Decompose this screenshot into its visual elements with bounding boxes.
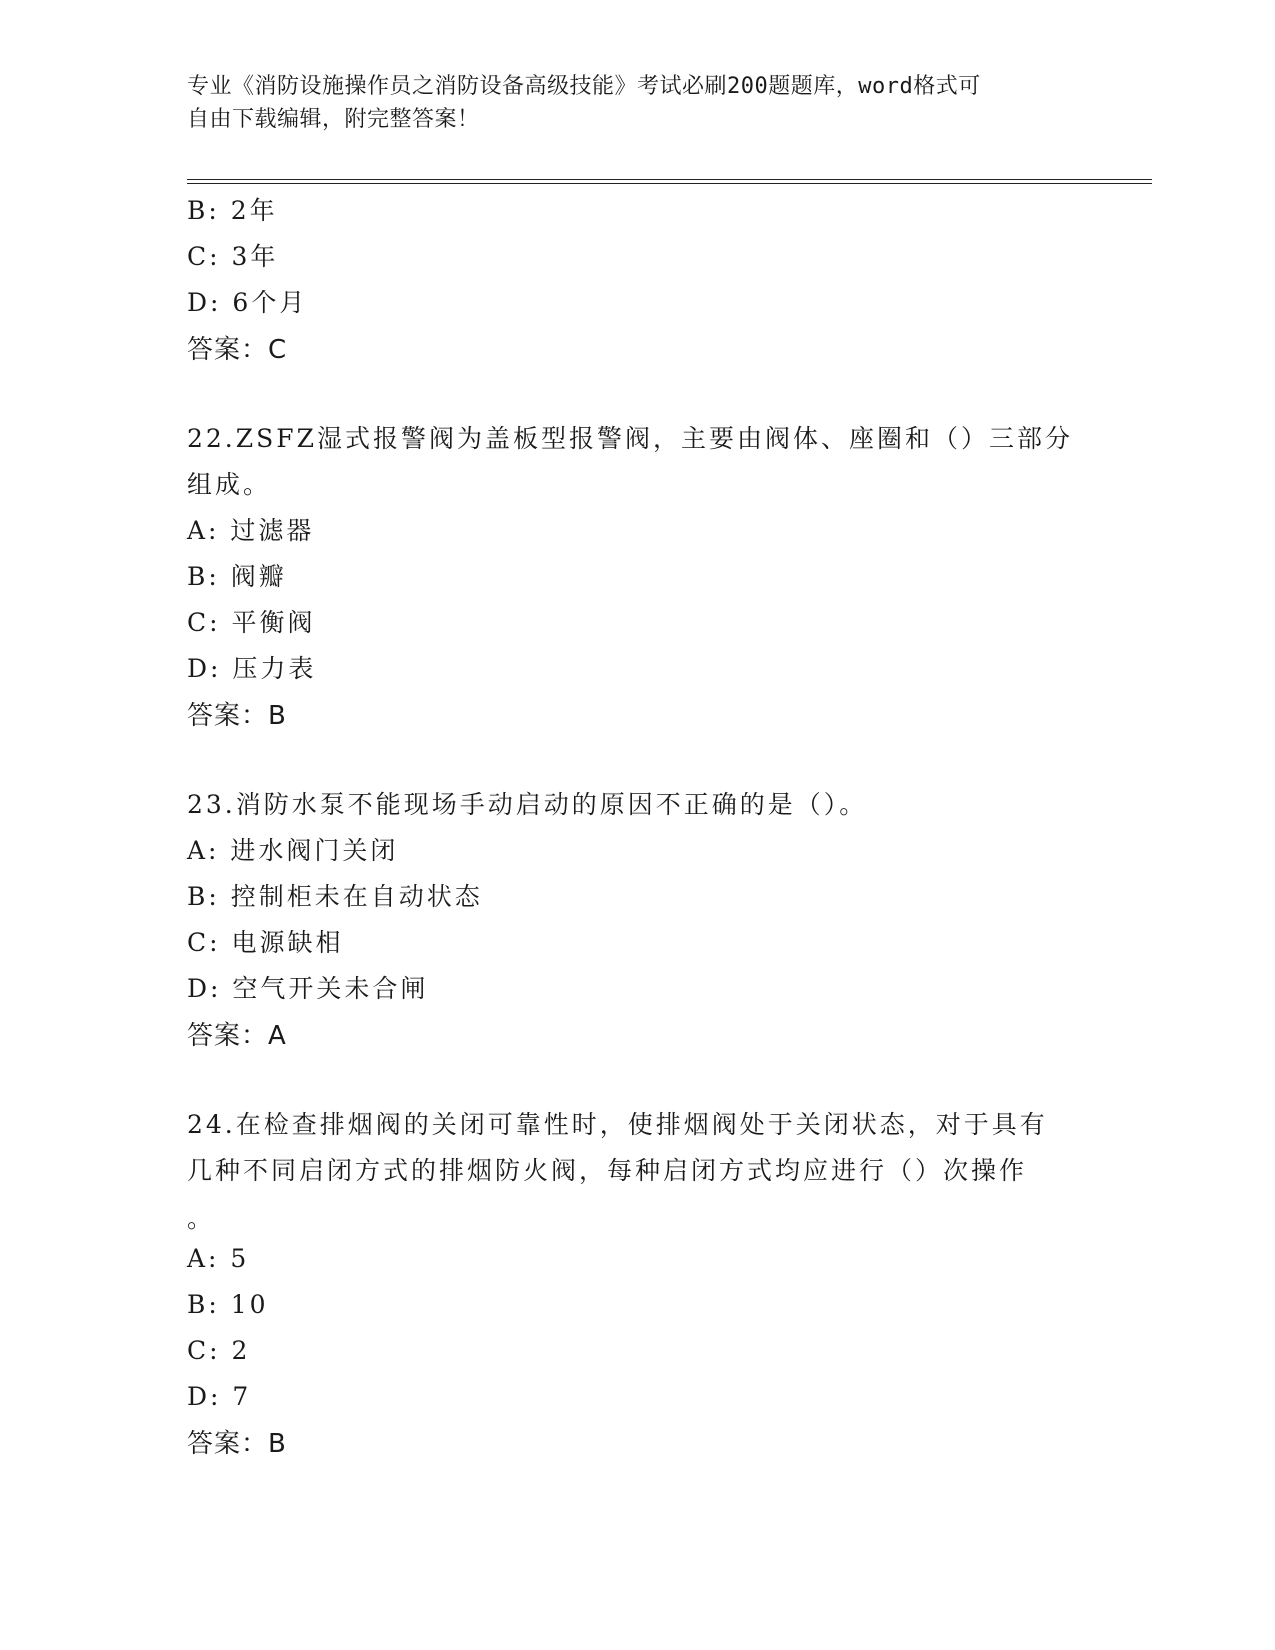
question-list [187,188,1087,1468]
question-text-line: 组成。 [187,470,272,499]
header-divider-bottom [187,183,1152,184]
question-text-line: 。 [187,1204,216,1233]
option-d: D: 压力表 [187,654,317,683]
question-text-line: 几种不同启闭方式的排烟防火阀，每种启闭方式均应进行（）次操作 [187,1156,1028,1185]
document-header [187,70,1087,136]
question-text-line: 23.消防水泵不能现场手动启动的原因不正确的是（）。 [187,790,868,819]
header-divider-top [187,179,1152,180]
option-c: C: 电源缺相 [187,928,344,957]
option-a: A: 5 [187,1244,250,1273]
option-a: A: 进水阀门关闭 [187,836,399,865]
question-24 [187,1102,1087,1468]
option-b: B: 阀瓣 [187,562,287,591]
question-text-line: 22.ZSFZ湿式报警阀为盖板型报警阀，主要由阀体、座圈和（）三部分 [187,424,1073,453]
option-c: C: 2 [187,1336,251,1365]
answer-line: 答案：B [187,1429,287,1459]
option-d: D: 6个月 [187,288,308,317]
answer-line: 答案：C [187,335,288,365]
header-line-1: 专业《消防设施操作员之消防设备高级技能》考试必刷200题题库，word格式可 [187,74,981,99]
option-b: B: 2年 [187,196,278,225]
answer-line: 答案：A [187,1021,287,1051]
option-c: C: 3年 [187,242,279,271]
header-line-2: 自由下载编辑，附完整答案！ [187,107,480,132]
option-d: D: 7 [187,1382,252,1411]
option-c: C: 平衡阀 [187,608,316,637]
option-a: A: 过滤器 [187,516,315,545]
option-b: B: 控制柜未在自动状态 [187,882,483,911]
question-22 [187,416,1087,740]
option-d: D: 空气开关未合闸 [187,974,429,1003]
option-b: B: 10 [187,1290,269,1319]
answer-line: 答案：B [187,701,287,731]
question-23 [187,782,1087,1060]
question-21-continued [187,188,1087,374]
question-text-line: 24.在检查排烟阀的关闭可靠性时，使排烟阀处于关闭状态，对于具有 [187,1110,1048,1139]
